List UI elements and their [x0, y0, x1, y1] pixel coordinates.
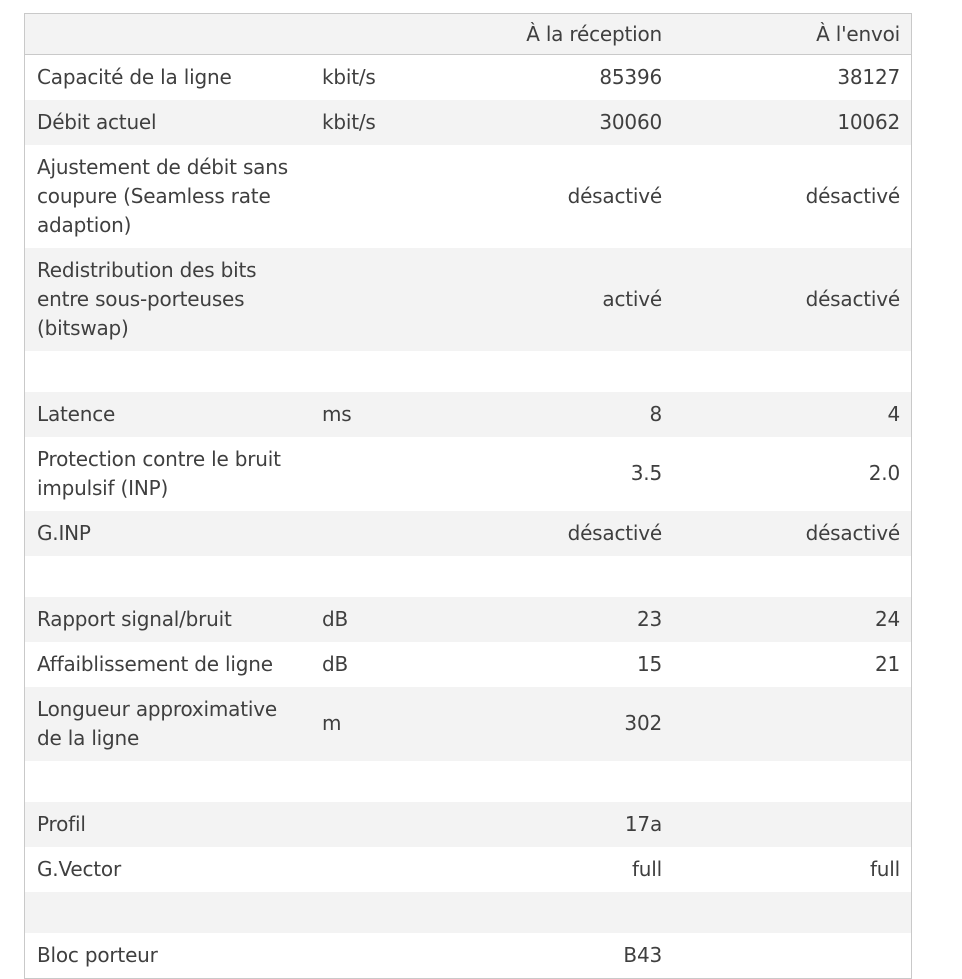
row-downstream-value: full — [631, 856, 662, 881]
row-label: Latence — [37, 401, 116, 426]
row-upstream-value: 2.0 — [868, 461, 900, 485]
row-downstream-value — [460, 892, 673, 933]
row-label: Redistribution des bits entre sous-porteuses (bitswap) — [37, 257, 257, 340]
header-unit — [310, 14, 460, 54]
row-upstream-value — [673, 351, 911, 392]
row-upstream-value: 24 — [874, 606, 900, 631]
table-spacer-row — [25, 351, 911, 392]
table-row — [25, 54, 911, 100]
row-label — [25, 761, 310, 802]
row-downstream-value: 8 — [649, 401, 662, 426]
row-unit: m — [322, 711, 342, 735]
table-row — [25, 511, 911, 556]
row-unit — [310, 892, 460, 933]
row-label: Profil — [37, 811, 86, 836]
row-unit — [310, 145, 460, 248]
header-downstream: À la réception — [526, 21, 662, 46]
row-downstream-value: activé — [602, 286, 662, 311]
row-downstream-value — [460, 761, 673, 802]
row-label: Capacité de la ligne — [37, 64, 232, 89]
row-unit — [310, 761, 460, 802]
row-unit — [310, 437, 460, 511]
table-header-row — [25, 14, 911, 54]
dsl-info-table — [25, 14, 911, 978]
row-upstream-value: désactivé — [805, 520, 900, 545]
row-unit — [310, 802, 460, 847]
row-upstream-value: full — [869, 856, 900, 881]
row-upstream-value — [673, 556, 911, 597]
row-downstream-value — [460, 351, 673, 392]
table-body — [25, 54, 911, 978]
dsl-info-table-container — [24, 13, 912, 979]
table-spacer-row — [25, 761, 911, 802]
row-unit — [310, 933, 460, 978]
row-downstream-value: 302 — [624, 711, 662, 735]
row-unit — [310, 351, 460, 392]
row-downstream-value: 3.5 — [630, 461, 662, 485]
row-upstream-value: 10062 — [837, 109, 900, 134]
row-label — [25, 556, 310, 597]
row-upstream-value: désactivé — [805, 286, 900, 311]
row-unit: kbit/s — [322, 109, 376, 134]
table-row — [25, 392, 911, 437]
row-downstream-value: 15 — [636, 651, 662, 676]
table-row — [25, 847, 911, 892]
row-unit: dB — [322, 606, 349, 631]
table-spacer-row — [25, 556, 911, 597]
row-label: Bloc porteur — [37, 942, 158, 967]
row-upstream-value: désactivé — [805, 183, 900, 208]
table-row — [25, 597, 911, 642]
row-unit: ms — [322, 401, 352, 426]
row-upstream-value — [673, 892, 911, 933]
row-downstream-value — [460, 556, 673, 597]
row-downstream-value: 30060 — [599, 109, 662, 134]
header-label — [25, 14, 310, 54]
row-unit — [310, 511, 460, 556]
row-label — [25, 892, 310, 933]
row-upstream-value: 38127 — [837, 64, 900, 89]
row-label: Protection contre le bruit impulsif (INP) — [37, 446, 281, 500]
row-label: Longueur approximative de la ligne — [37, 696, 277, 750]
row-unit — [310, 248, 460, 351]
row-label — [25, 351, 310, 392]
row-unit — [310, 556, 460, 597]
table-row — [25, 933, 911, 978]
row-upstream-value — [673, 761, 911, 802]
row-unit: kbit/s — [322, 64, 376, 89]
row-label: G.INP — [37, 520, 91, 545]
table-row — [25, 437, 911, 511]
table-spacer-row — [25, 892, 911, 933]
row-upstream-value — [673, 802, 911, 847]
row-label: Rapport signal/bruit — [37, 606, 232, 631]
row-label: G.Vector — [37, 856, 121, 881]
row-upstream-value: 4 — [887, 401, 900, 426]
row-label: Affaiblissement de ligne — [37, 651, 273, 676]
table-row — [25, 642, 911, 687]
row-upstream-value: 21 — [874, 651, 900, 676]
row-upstream-value — [673, 687, 911, 761]
row-downstream-value: 17a — [624, 811, 662, 836]
table-row — [25, 145, 911, 248]
table-row — [25, 687, 911, 761]
row-unit — [310, 847, 460, 892]
table-row — [25, 802, 911, 847]
row-downstream-value: désactivé — [567, 520, 662, 545]
row-downstream-value: 85396 — [599, 64, 662, 89]
header-upstream: À l'envoi — [816, 21, 900, 46]
table-row — [25, 248, 911, 351]
table-row — [25, 100, 911, 145]
row-label: Ajustement de débit sans coupure (Seamless rate adaption) — [37, 154, 288, 237]
row-downstream-value: B43 — [623, 942, 662, 967]
row-downstream-value: désactivé — [567, 183, 662, 208]
row-upstream-value — [673, 933, 911, 978]
row-unit: dB — [322, 651, 349, 676]
row-label: Débit actuel — [37, 109, 157, 134]
row-downstream-value: 23 — [636, 606, 662, 631]
